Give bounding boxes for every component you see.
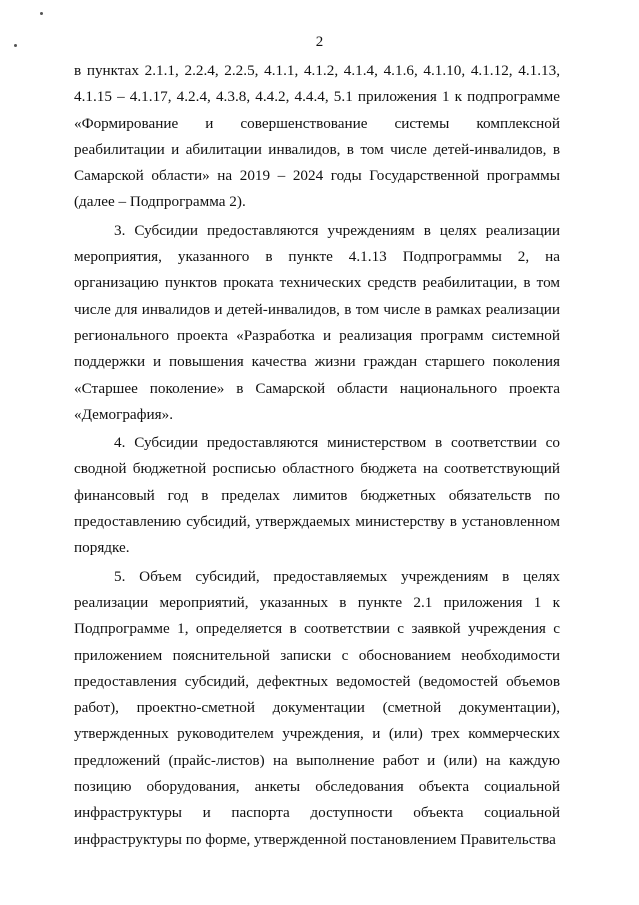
paragraph-continuation: в пунктах 2.1.1, 2.2.4, 2.2.5, 4.1.1, 4.1.2, 4.1.4, 4.1.6, 4.1.10, 4.1.12, 4.1.13, 4.1.15 – 4.1.17, 4.2.4, 4.3.8, 4.4.2, 4.4.4, 5.1 приложения 1 к подпрограмме «Формирование и совершенствование системы комплексной реабилитации и абилитации инвалидов, в том числе детей-инвалидов, в Самарской области» на 2019 – 2024 годы Государственной программы (далее – Подпрограмма 2). [74,62,560,211]
paragraph-item-5: 5. Объем субсидий, предоставляемых учреждениям в целях реализации мероприятий, указанных в пункте 2.1 приложения 1 к Подпрограмме 1, определяется в соответствии с заявкой учреждения с приложением пояснительной записки с обоснованием необходимости предоставления субсидий, дефектных ведомостей (ведомостей объемов работ), проектно-сметной документации (сметной документации), утвержденных руководителем учреждения, и (или) трех коммерческих предложений (прайс-листов) на выполнение работ и (или) на каждую позицию оборудования, анкеты обследования объекта социальной инфраструктуры и паспорта доступности объекта социальной инфраструктуры по форме, утвержденной постановлением Правительства [74,567,560,848]
paragraph-item-3: 3. Субсидии предоставляются учреждениям в целях реализации мероприятия, указанного в пункте 4.1.13 Подпрограммы 2, на организацию пунктов проката технических средств реабилитации, в том числе для инвалидов и детей-инвалидов, в том числе в рамках реализации регионального проекта «Разработка и реализация программ системной поддержки и повышения качества жизни граждан старшего поколения «Старшее поколение» в Самарской области национального проекта «Демография». [74,221,560,423]
page-number: 2 [315,34,324,50]
paragraph-item-4: 4. Субсидии предоставляются министерством в соответствии со сводной бюджетной росписью областного бюджета на соответствующий финансовый год в пределах лимитов бюджетных обязательств по предоставлению субсидий, утверждаемых министерству в установленном порядке. [74,434,560,557]
document-body [74,58,560,853]
scan-mark [40,12,43,15]
